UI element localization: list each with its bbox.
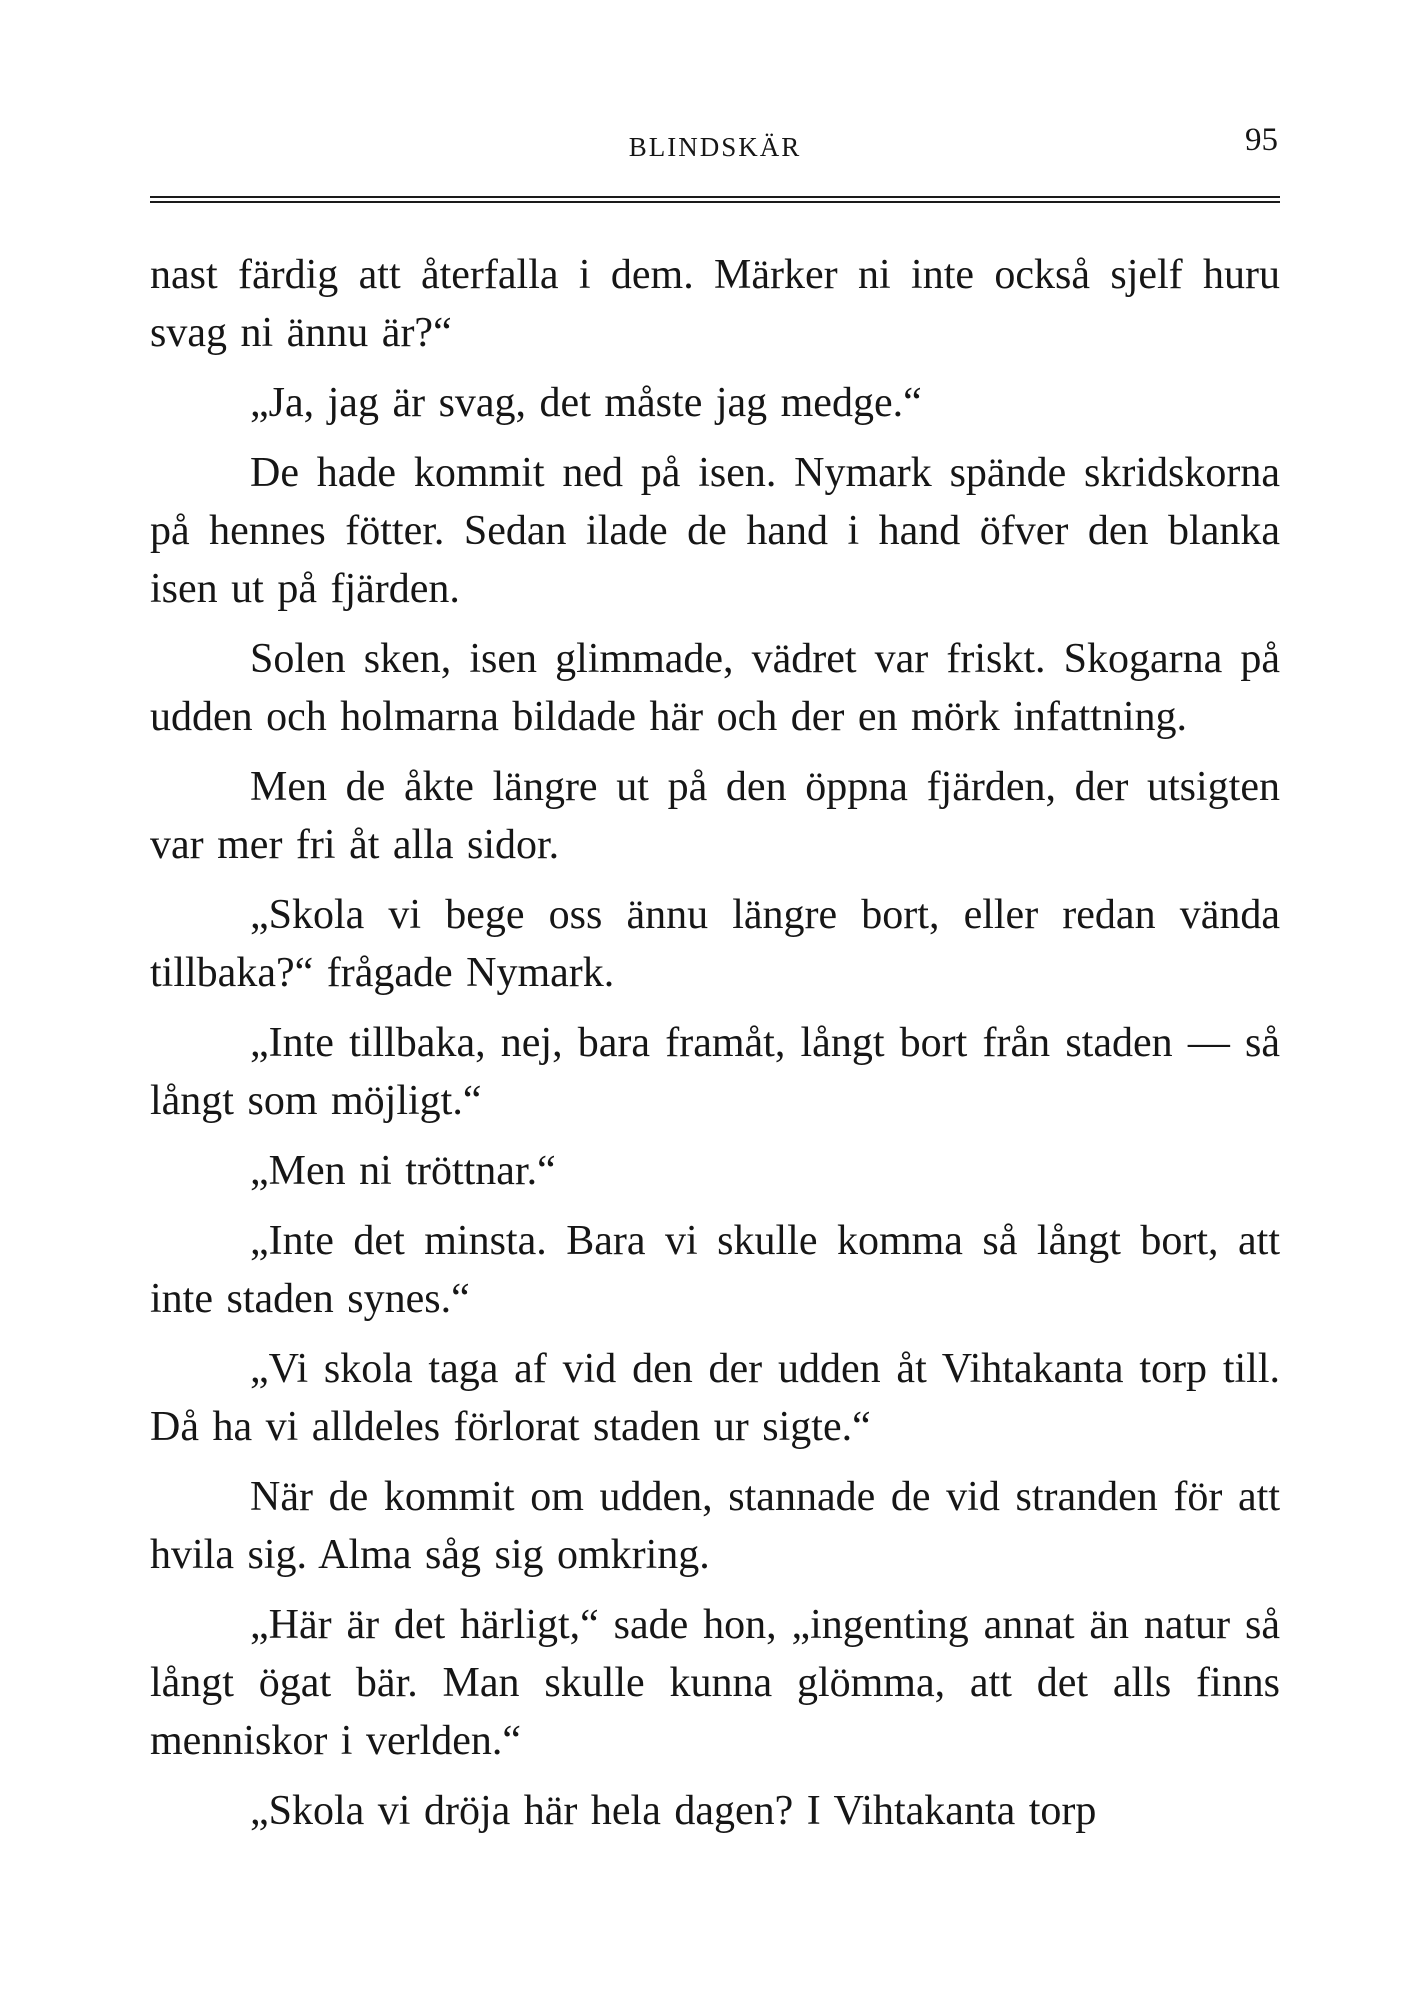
page-number: 95 <box>1245 122 1278 158</box>
paragraph: Men de åkte längre ut på den öppna fjärden, der utsigten var mer fri åt alla sidor. <box>150 764 1280 868</box>
paragraph: „Skola vi dröja här hela dagen? I Vihtakanta torp <box>250 1788 1097 1834</box>
paragraph: „Ja, jag är svag, det måste jag medge.“ <box>250 380 922 426</box>
paragraph: „Här är det härligt,“ sade hon, „ingenting annat än natur så långt ögat bär. Man skulle kunna glömma, att det alls finns menniskor i verlden.“ <box>150 1602 1280 1764</box>
paragraph: nast färdig att återfalla i dem. Märker ni inte också sjelf huru svag ni ännu är?“ <box>150 252 1280 356</box>
paragraph: „Men ni tröttnar.“ <box>250 1148 556 1194</box>
paragraph: „Skola vi bege oss ännu längre bort, eller redan vända tillbaka?“ frågade Nymark. <box>150 892 1280 996</box>
running-head <box>150 122 1280 168</box>
paragraph: „Inte det minsta. Bara vi skulle komma så långt bort, att inte staden synes.“ <box>150 1218 1280 1322</box>
paragraph: Solen sken, isen glimmade, vädret var friskt. Skogarna på udden och holmarna bildade här och der en mörk infattning. <box>150 636 1280 740</box>
header-rule <box>150 196 1280 203</box>
body-text <box>150 246 1280 1840</box>
paragraph: „Inte tillbaka, nej, bara framåt, långt bort från staden — så långt som möjligt.“ <box>150 1020 1280 1124</box>
paragraph: „Vi skola taga af vid den der udden åt Vihtakanta torp till. Då ha vi alldeles förlorat staden ur sigte.“ <box>150 1346 1280 1450</box>
paragraph: När de kommit om udden, stannade de vid stranden för att hvila sig. Alma såg sig omkring. <box>150 1474 1280 1578</box>
running-title: BLINDSKÄR <box>628 132 802 162</box>
paragraph: De hade kommit ned på isen. Nymark spände skridskorna på hennes fötter. Sedan ilade de hand i hand öfver den blanka isen ut på fjärden. <box>150 450 1280 612</box>
